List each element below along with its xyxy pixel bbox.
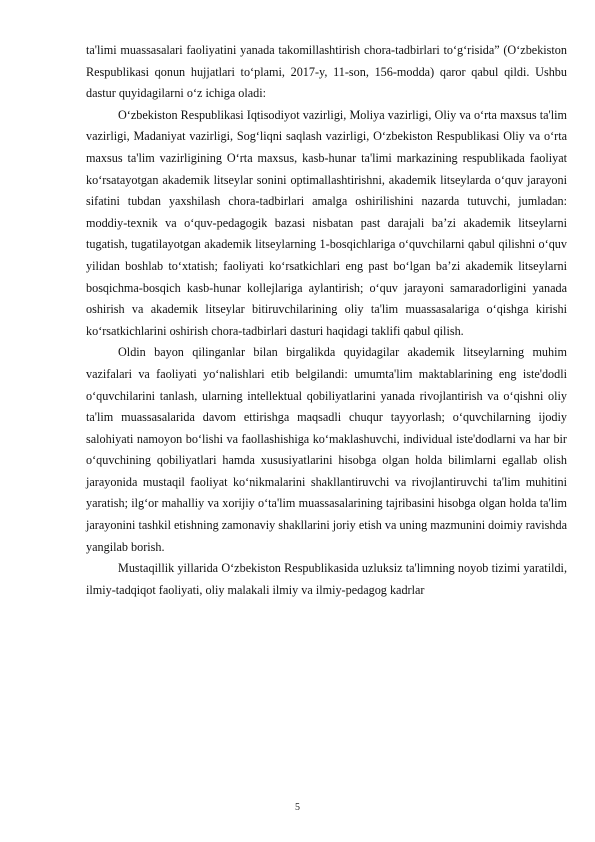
paragraph-1: ta'limi muassasalari faoliyatini yanada takomillashtirish chora-tadbirlari to‘g‘risida” (O‘zbekiston Respublikasi qonun hujjatlari to‘plami, 2017-y, 11-son, 156-modda) qaror qabul qildi. Ushbu dastur quyidagilarni o‘z ichiga oladi: xyxy=(86,43,567,101)
body-text xyxy=(86,40,567,601)
paragraph-2: O‘zbekiston Respublikasi Iqtisodiyot vazirligi, Moliya vazirligi, Oliy va o‘rta maxsus ta'lim vazirligi, Madaniyat vazirligi, Sog‘liqni saqlash vazirligi, O‘zbekiston Respublikasi Oliy va o‘rta maxsus ta'lim vazirligining O‘rta maxsus, kasb-hunar ta'limi markazining respublikada faoliyat ko‘rsatayotgan akademik litseylar sonini optimallashtirishni, akademik litseylarda o‘quv jarayoni sifatini tubdan yaxshilash chora-tadbirlari amalga oshirilishini nazarda tutuvchi, jumladan: moddiy-texnik va o‘quv-pedagogik bazasi nisbatan past darajali ba’zi akademik litseylarni tugatish, tugatilayotgan akademik litseylarning 1-bosqichlariga o‘quvchilarni qabul qilishni o‘quv yilidan boshlab to‘xtatish; faoliyati ko‘rsatkichlari eng past bo‘lgan ba’zi akademik litseylarni bosqichma-bosqich kasb-hunar kollejlariga aylantirish; o‘quv jarayoni samaradorligini yanada oshirish va akademik litseylar bitiruvchilarining oliy ta'lim muassasalariga o‘qishga kirishi ko‘rsatkichlarini oshirish chora-tadbirlari dasturi haqidagi taklifi qabul qilish. xyxy=(86,107,567,338)
paragraph-3: Oldin bayon qilinganlar bilan birgalikda quyidagilar akademik litseylarning muhim vazifalari va faoliyati yo‘nalishlari etib belgilandi: umumta'lim maktablarining eng iste'dodli o‘quvchilarini tanlash, ularning intellektual qobiliyatlarini yanada rivojlantirish va o‘qishni oliy ta'lim muassasalarida davom ettirishga maqsadli chuqur tayyorlash; o‘quvchilarning ijodiy salohiyati namoyon bo‘lishi va faollashishiga ko‘maklashuvchi, individual iste'dodlarni va har bir o‘quvchining qobiliyatlari hamda xususiyatlarini hisobga olgan holda bilimlarni egallab olish jarayonida mustaqil faoliyat ko‘nikmalarini shakllantiruvchi va rivojlantiruvchi ta'lim muhitini yaratish; ilg‘or mahalliy va xorijiy o‘ta'lim muassasalarining tajribasini hisobga olgan holda ta'lim jarayonini tashkil etishning zamonaviy shakllarini joriy etish va uning mazmunini doimiy ravishda yangilab borish. xyxy=(86,345,567,554)
paragraph-4: Mustaqillik yillarida O‘zbekiston Respublikasida uzluksiz ta'limning noyob tizimi yaratildi, ilmiy-tadqiqot faoliyati, oliy malakali ilmiy va ilmiy-pedagog kadrlar xyxy=(86,561,567,597)
page-number: 5 xyxy=(295,802,300,813)
